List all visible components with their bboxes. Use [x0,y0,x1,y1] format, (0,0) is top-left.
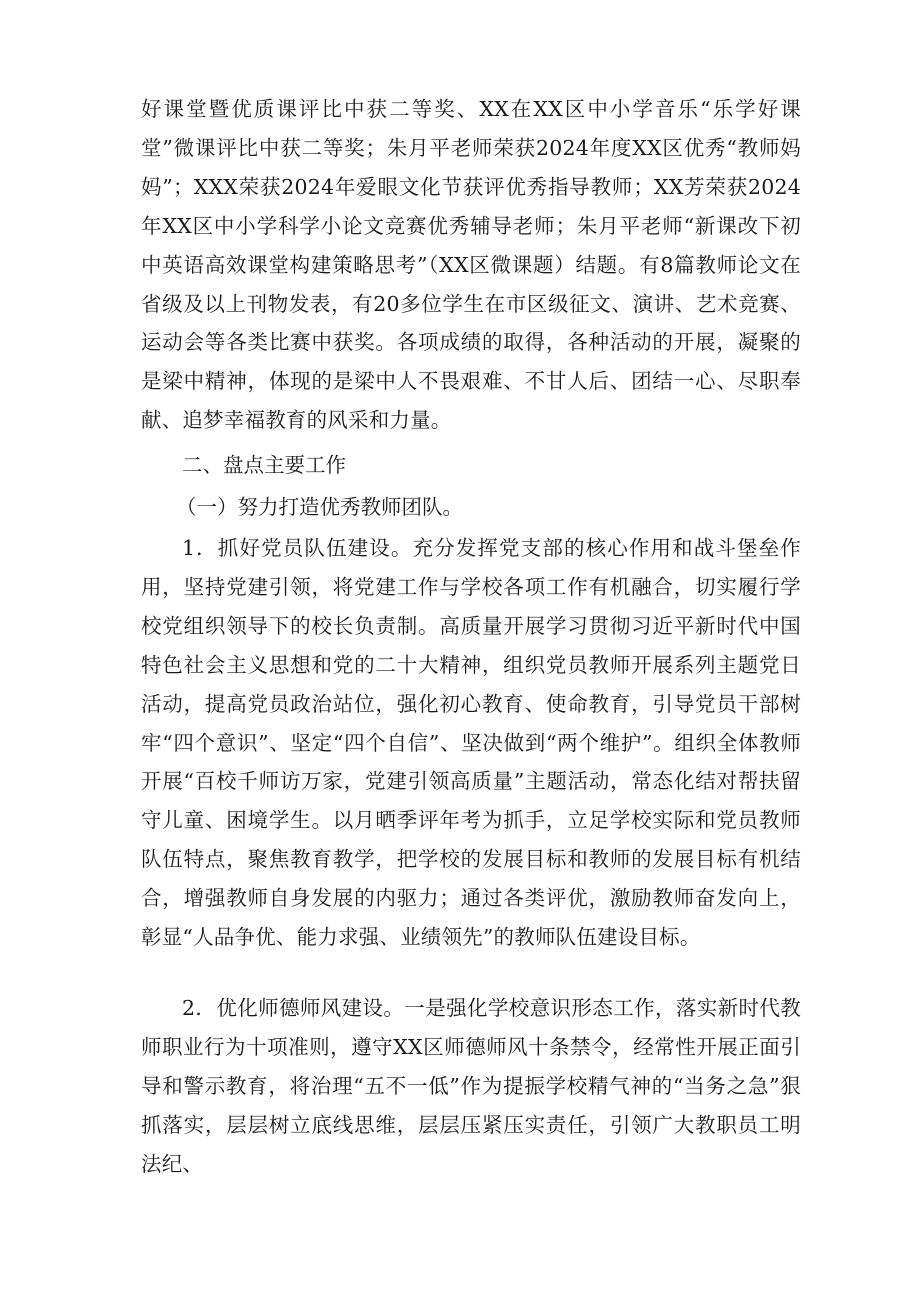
paragraph-teacher-ethics: 2．优化师德师风建设。一是强化学校意识形态工作，落实新时代教师职业行为十项准则，遵守XX区师德师风十条禁令，经常性开展正面引导和警示教育，将治理“五不一低”作为提振学校精气神的“当务之急”狠抓落实，层层树立底线思维，层层压紧压实责任，引领广大教职员工明法纪、 [141,996,801,1176]
section-heading-main-work: 二、盘点主要工作 [182,453,346,477]
paragraph-achievements: 好课堂暨优质课评比中获二等奖、XX在XX区中小学音乐“乐学好课堂”微课评比中获二等奖；朱月平老师荣获2024年度XX区优秀“教师妈妈”；XXX荣获2024年爱眼文化节获评优秀指导教师；XX芳荣获2024年XX区中小学科学小论文竞赛优秀辅导老师；朱月平老师“新课改下初中英语高效课堂构建策略思考”（XX区微课题）结题。有8篇教师论文在省级及以上刊物发表，有20多位学生在市区级征文、演讲、艺术竞赛、运动会等各类比赛中获奖。各项成绩的取得，各种活动的开展，凝聚的是梁中精神，体现的是梁中人不畏艰难、不甘人后、团结一心、尽职奉献、追梦幸福教育的风采和力量。 [141,97,801,433]
subsection-heading-teacher-team: （一）努力打造优秀教师团队。 [176,495,463,519]
paragraph-party-member-building: 1．抓好党员队伍建设。充分发挥党支部的核心作用和战斗堡垒作用，坚持党建引领，将党建工作与学校各项工作有机融合，切实履行学校党组织领导下的校长负责制。高质量开展学习贯彻习近平新时代中国特色社会主义思想和党的二十大精神，组织党员教师开展系列主题党日活动，提高党员政治站位，强化初心教育、使命教育，引导党员干部树牢“四个意识”、坚定“四个自信”、坚决做到“两个维护”。组织全体教师开展“百校千师访万家，党建引领高质量”主题活动，常态化结对帮扶留守儿童、困境学生。以月晒季评年考为抓手，立足学校实际和党员教师队伍特点，聚焦教育教学，把学校的发展目标和教师的发展目标有机结合，增强教师自身发展的内驱力；通过各类评优，激励教师奋发向上，彰显“人品争优、能力求强、业绩领先”的教师队伍建设目标。 [141,536,801,950]
